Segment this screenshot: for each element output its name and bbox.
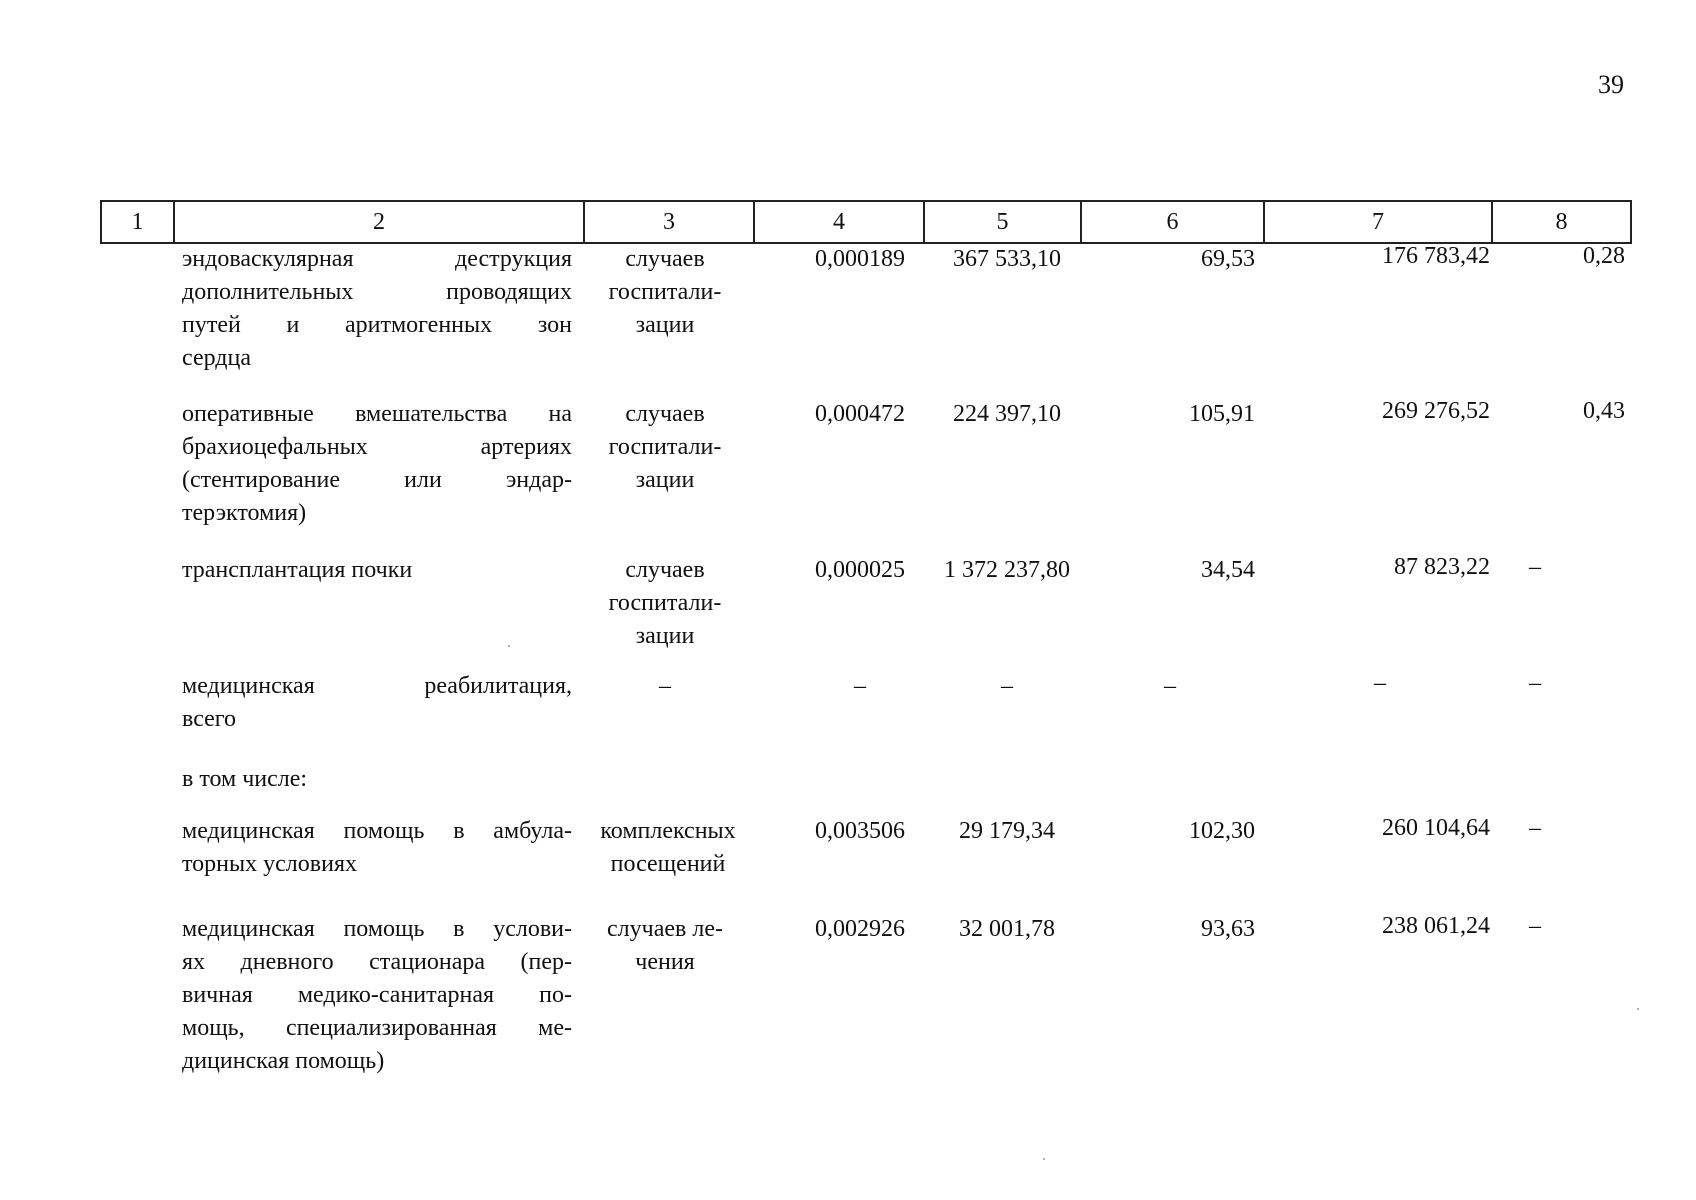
header-col-8: 8 [1492, 201, 1631, 243]
row-value-7: 238 061,24 [1382, 913, 1490, 939]
row-unit: – [659, 673, 671, 699]
row-value-4: 0,000189 [815, 246, 905, 272]
row-unit: комплексных посещений [600, 818, 736, 877]
row-name: медицинская помощь в услови- ях дневного стационара (пер- вичная медико-санитарная по- мощь, специализированная ме- дицинская помощь) [182, 916, 572, 1074]
row-value-6: 93,63 [1201, 916, 1255, 942]
header-col-7: 7 [1264, 201, 1492, 243]
row-value-7: 269 276,52 [1382, 398, 1490, 424]
row-value-5: 32 001,78 [959, 916, 1055, 942]
scan-speck [1043, 1158, 1045, 1160]
row-value-4: – [854, 673, 866, 699]
row-value-4: 0,002926 [815, 916, 905, 942]
header-col-6: 6 [1081, 201, 1264, 243]
row-value-6: 102,30 [1189, 818, 1255, 844]
row-value-5: 224 397,10 [953, 401, 1061, 427]
row-value-7: 260 104,64 [1382, 815, 1490, 841]
row-value-8: – [1529, 815, 1541, 841]
header-col-5: 5 [924, 201, 1081, 243]
row-value-4: 0,003506 [815, 818, 905, 844]
row-value-6: 105,91 [1189, 401, 1255, 427]
row-value-7: 176 783,42 [1382, 243, 1490, 269]
row-value-6: 34,54 [1201, 557, 1255, 583]
row-value-6: – [1164, 673, 1176, 699]
row-name: медицинская помощь в амбула- торных условиях [182, 818, 572, 877]
scan-speck [508, 645, 510, 647]
header-col-3: 3 [584, 201, 754, 243]
row-unit: случаев ле- чения [607, 916, 723, 975]
row-value-8: – [1529, 670, 1541, 696]
row-value-5: 29 179,34 [959, 818, 1055, 844]
row-value-8: – [1529, 913, 1541, 939]
header-col-1: 1 [101, 201, 174, 243]
row-unit: случаев госпитали- зации [608, 557, 722, 649]
row-value-8: 0,43 [1583, 398, 1625, 424]
header-col-4: 4 [754, 201, 924, 243]
row-value-8: – [1529, 554, 1541, 580]
row-value-8: 0,28 [1583, 243, 1625, 269]
row-value-7: – [1374, 670, 1386, 696]
scan-speck [1637, 1008, 1639, 1010]
header-col-2: 2 [174, 201, 584, 243]
row-value-7: 87 823,22 [1394, 554, 1490, 580]
row-value-4: 0,000472 [815, 401, 905, 427]
row-name: медицинская реабилитация, всего [182, 673, 572, 732]
page-number: 39 [1598, 70, 1624, 99]
row-value-6: 69,53 [1201, 246, 1255, 272]
row-value-5: 1 372 237,80 [944, 557, 1070, 583]
row-name: оперативные вмешательства на брахиоцефальных артериях (стентирование или эндар- терэктомия) [182, 401, 572, 526]
row-unit: случаев госпитали- зации [608, 246, 722, 338]
row-name: трансплантация почки [182, 557, 413, 583]
row-value-4: 0,000025 [815, 557, 905, 583]
row-value-5: – [1001, 673, 1013, 699]
row-name: эндоваскулярная деструкция дополнительных проводящих путей и аритмогенных зон сердца [182, 246, 572, 371]
column-number-header [100, 200, 1632, 244]
row-value-5: 367 533,10 [953, 246, 1061, 272]
row-unit: случаев госпитали- зации [608, 401, 722, 493]
row-name: в том числе: [182, 766, 308, 792]
